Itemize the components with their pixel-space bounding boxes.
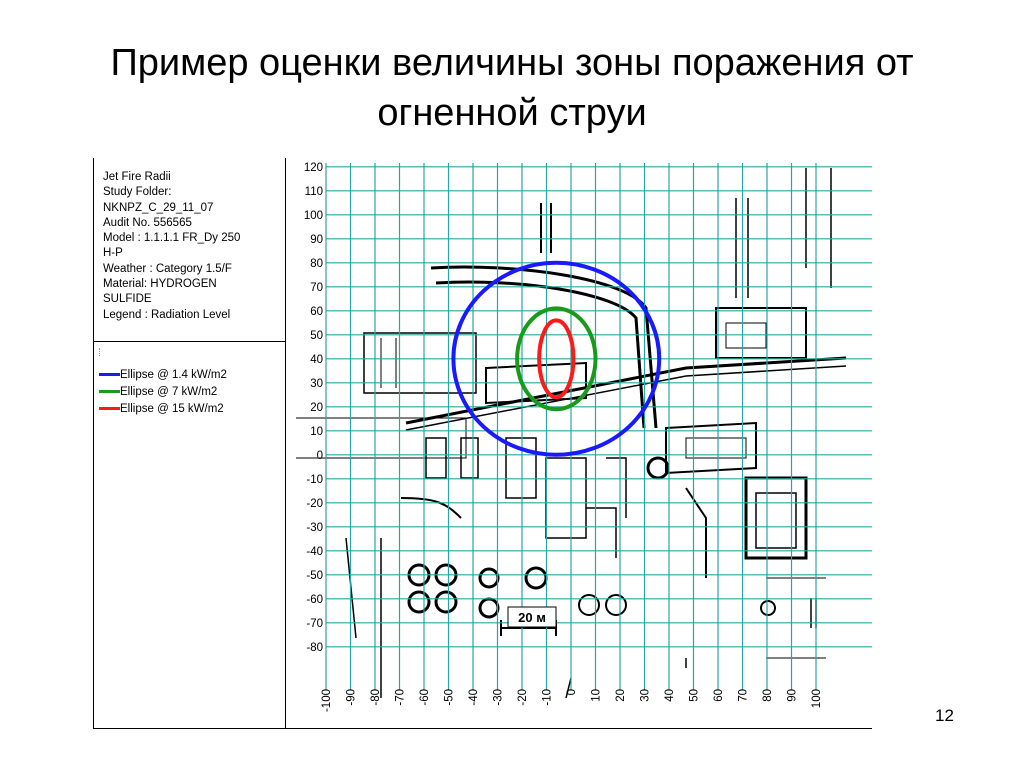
y-tick-label: -60	[306, 593, 323, 606]
y-tick-label: 30	[310, 377, 323, 390]
x-tick-label: -100	[321, 689, 333, 713]
x-tick-label: -70	[394, 689, 407, 706]
y-tick-label: 40	[310, 353, 323, 366]
study-info	[103, 170, 281, 323]
legend-label: Ellipse @ 1.4 kW/m2	[120, 368, 227, 381]
y-tick-label: -30	[306, 521, 323, 534]
slide-title: Пример оценки величины зоны поражения от огненной струи	[110, 42, 914, 134]
info-line-study-folder-label: Study Folder:	[103, 186, 172, 199]
legend-marker	[99, 348, 104, 356]
panel-divider	[94, 341, 285, 342]
x-tick-label: 80	[762, 689, 774, 702]
y-tick-label: 120	[303, 161, 323, 174]
y-tick-label: 70	[310, 281, 323, 294]
info-line-material-cont: SULFIDE	[103, 293, 152, 306]
legend	[99, 366, 283, 417]
legend-label: Ellipse @ 15 kW/m2	[120, 402, 224, 415]
x-tick-label: -20	[517, 689, 529, 706]
y-tick-label: 0	[316, 449, 323, 462]
x-tick-label: 40	[664, 689, 676, 702]
legend-item-1-4	[99, 366, 283, 383]
scale-bar-label: 20 м	[518, 610, 546, 625]
x-tick-label: 90	[786, 689, 799, 702]
x-tick-label: 10	[590, 689, 603, 702]
x-tick-label: 50	[688, 689, 701, 702]
y-tick-label: -80	[306, 641, 323, 654]
legend-item-7	[99, 383, 283, 400]
site-map-canvas[interactable]	[286, 158, 872, 728]
info-line-model-cont: H-P	[103, 247, 123, 260]
x-tick-label: 70	[737, 689, 750, 702]
info-line-title: Jet Fire Radii	[103, 171, 171, 183]
info-line-study-folder: NKNPZ_C_29_11_07	[103, 201, 214, 214]
x-tick-label: -10	[541, 689, 554, 706]
info-line-weather: Weather : Category 1.5/F	[103, 262, 232, 275]
y-tick-label: -40	[306, 545, 323, 558]
info-line-legend: Legend : Radiation Level	[103, 308, 231, 321]
y-tick-label: 20	[310, 401, 323, 414]
y-tick-label: 50	[310, 329, 323, 342]
page-number: 12	[935, 706, 954, 725]
y-tick-label: 60	[310, 305, 323, 318]
y-tick-label: -50	[306, 569, 323, 582]
x-tick-label: 60	[713, 689, 725, 702]
site-map-plot[interactable]	[286, 158, 872, 728]
x-tick-label: 30	[639, 689, 652, 702]
x-tick-label: -50	[443, 689, 456, 706]
y-tick-label: 10	[310, 425, 323, 438]
x-tick-label: -30	[492, 689, 505, 706]
y-tick-label: 100	[303, 209, 323, 222]
legend-label: Ellipse @ 7 kW/m2	[120, 385, 218, 398]
x-tick-label: -90	[345, 689, 358, 706]
info-line-material: Material: HYDROGEN	[103, 278, 217, 291]
info-panel	[94, 158, 286, 728]
legend-item-15	[99, 400, 283, 417]
y-tick-label: 90	[310, 233, 323, 246]
x-tick-label: 100	[811, 689, 823, 709]
jet-fire-results-window	[93, 158, 872, 729]
map-grid	[326, 163, 872, 690]
x-tick-label: 0	[566, 689, 578, 696]
y-tick-label: 110	[304, 185, 323, 198]
legend-swatch-green	[99, 390, 120, 393]
x-tick-label: -80	[370, 689, 382, 706]
y-tick-label: 80	[310, 257, 323, 270]
info-line-model: Model : 1.1.1.1 FR_Dy 250	[103, 232, 241, 245]
info-line-audit: Audit No. 556565	[103, 216, 192, 229]
y-tick-label: -10	[306, 473, 323, 486]
y-tick-label: -70	[306, 617, 323, 630]
legend-swatch-blue	[99, 373, 120, 376]
x-tick-label: -60	[419, 689, 431, 706]
legend-swatch-red	[99, 407, 120, 410]
y-tick-label: -20	[306, 497, 323, 510]
x-tick-label: -40	[468, 689, 480, 706]
x-tick-label: 20	[615, 689, 627, 702]
